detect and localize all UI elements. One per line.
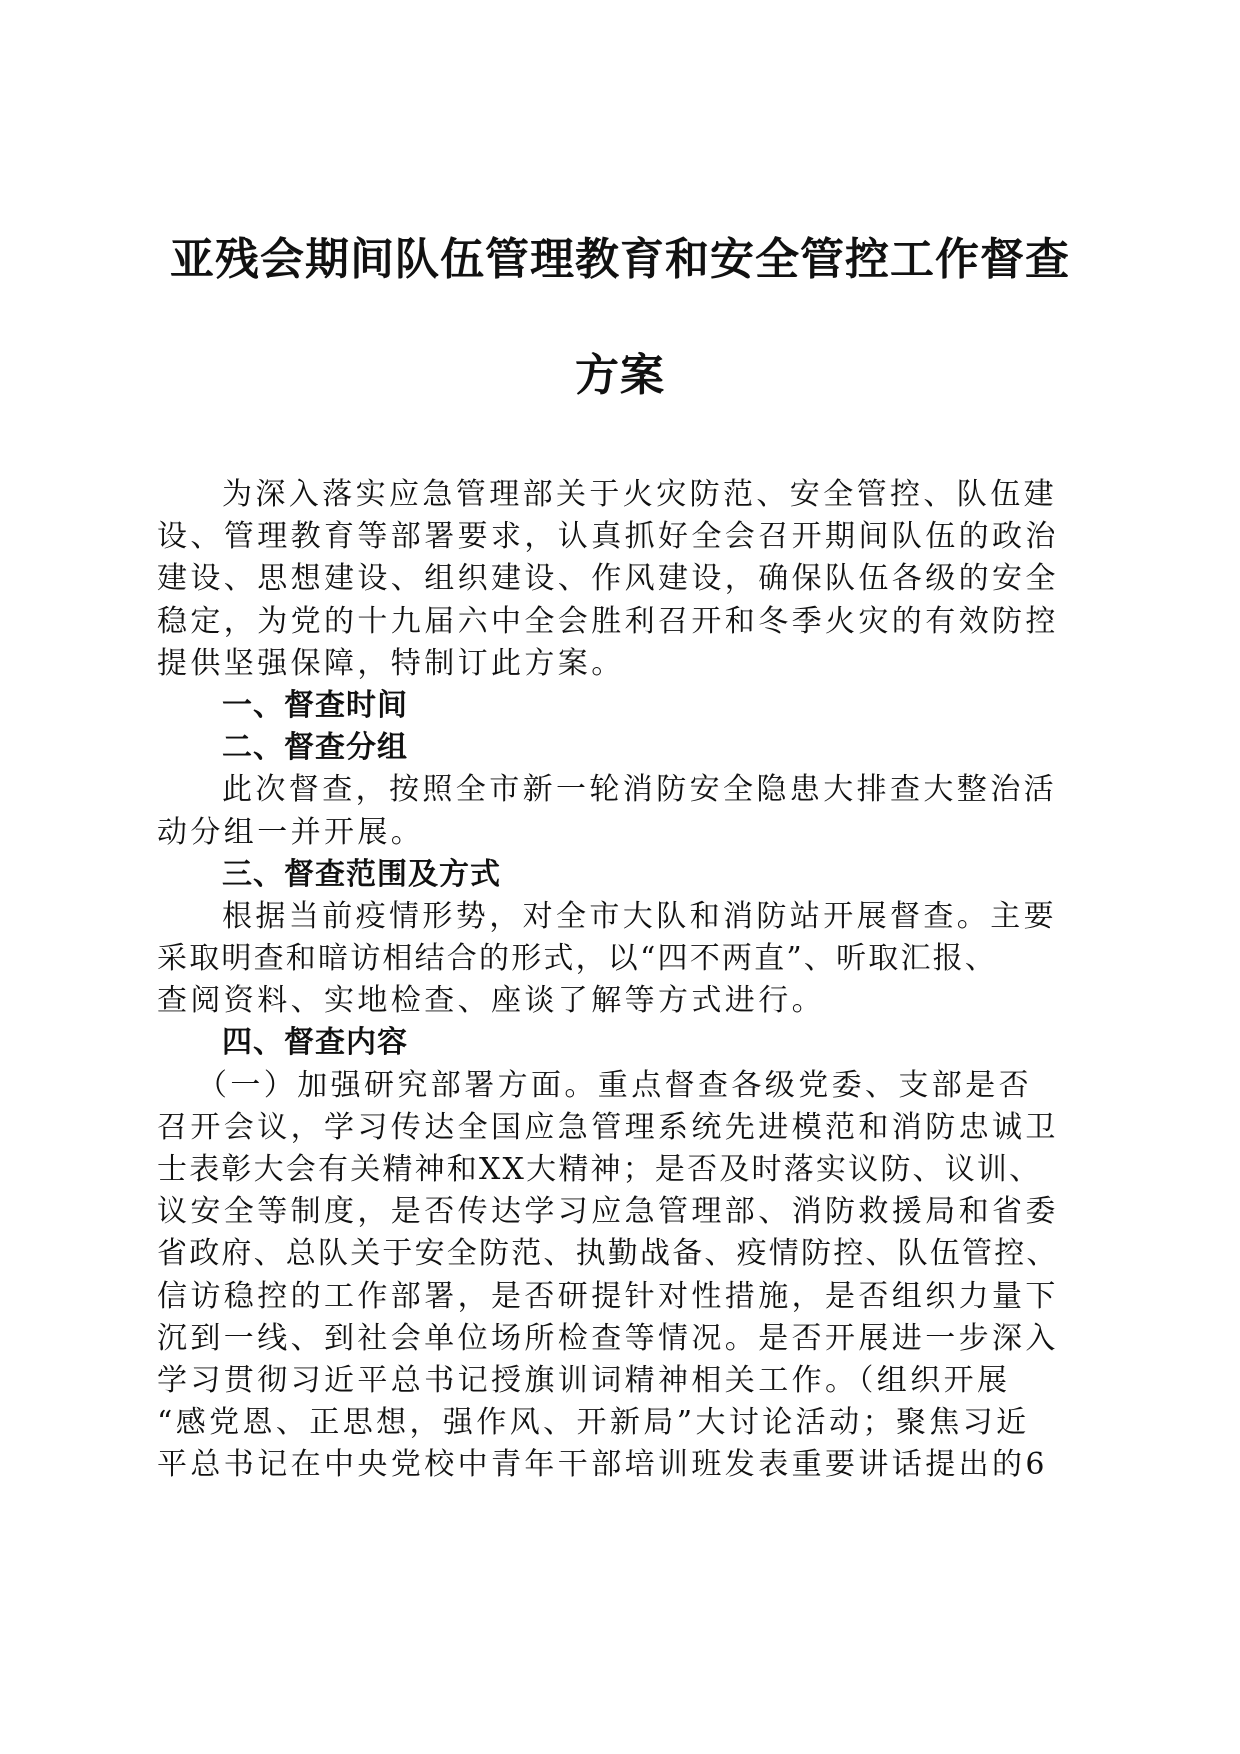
section-heading-groups: 二、督查分组 — [222, 730, 408, 766]
body-line: “感党恩、正思想，强作风、开新局”大讨论活动；聚焦习近 — [157, 1405, 1030, 1441]
body-line: 动分组一并开展。 — [157, 814, 425, 850]
body-line: 提供坚强保障，特制订此方案。 — [157, 645, 625, 681]
document-body — [157, 474, 1087, 1487]
body-line: 召开会议，学习传达全国应急管理系统先进模范和消防忠诚卫 — [157, 1109, 1059, 1145]
body-line: 采取明查和暗访相结合的形式，以“四不两直”、听取汇报、 — [157, 941, 998, 977]
body-line: 学习贯彻习近平总书记授旗训词精神相关工作。（组织开展 — [157, 1362, 1011, 1398]
body-line: 沉到一线、到社会单位场所检查等情况。是否开展进一步深入 — [157, 1320, 1059, 1356]
body-line: 议安全等制度，是否传达学习应急管理部、消防救援局和省委 — [157, 1194, 1059, 1230]
body-line: 查阅资料、实地检查、座谈了解等方式进行。 — [157, 983, 825, 1019]
document-title-line-2: 方案 — [575, 350, 665, 401]
body-line: （一）加强研究部署方面。重点督查各级党委、支部是否 — [197, 1067, 1032, 1103]
section-heading-scope: 三、督查范围及方式 — [222, 856, 501, 892]
section-heading-content: 四、督查内容 — [222, 1025, 408, 1061]
body-line: 此次督查，按照全市新一轮消防安全隐患大排查大整治活 — [222, 772, 1057, 808]
body-line: 为深入落实应急管理部关于火灾防范、安全管控、队伍建 — [222, 477, 1057, 512]
document-title-line-1: 亚残会期间队伍管理教育和安全管控工作督查 — [170, 234, 1070, 285]
body-line: 稳定，为党的十九届六中全会胜利召开和冬季火灾的有效防控 — [157, 603, 1059, 639]
body-line: 设、管理教育等部署要求，认真抓好全会召开期间队伍的政治 — [157, 519, 1059, 555]
body-line: 省政府、总队关于安全防范、执勤战备、疫情防控、队伍管控、 — [157, 1236, 1059, 1272]
body-line: 信访稳控的工作部署，是否研提针对性措施，是否组织力量下 — [157, 1278, 1059, 1314]
body-line: 根据当前疫情形势，对全市大队和消防站开展督查。主要 — [222, 898, 1057, 934]
section-heading-time: 一、督查时间 — [222, 687, 408, 723]
body-line: 建设、思想建设、组织建设、作风建设，确保队伍各级的安全 — [157, 561, 1059, 597]
body-line: 士表彰大会有关精神和XX大精神；是否及时落实议防、议训、 — [157, 1152, 1042, 1187]
body-line: 平总书记在中央党校中青年干部培训班发表重要讲话提出的6 — [157, 1447, 1048, 1483]
